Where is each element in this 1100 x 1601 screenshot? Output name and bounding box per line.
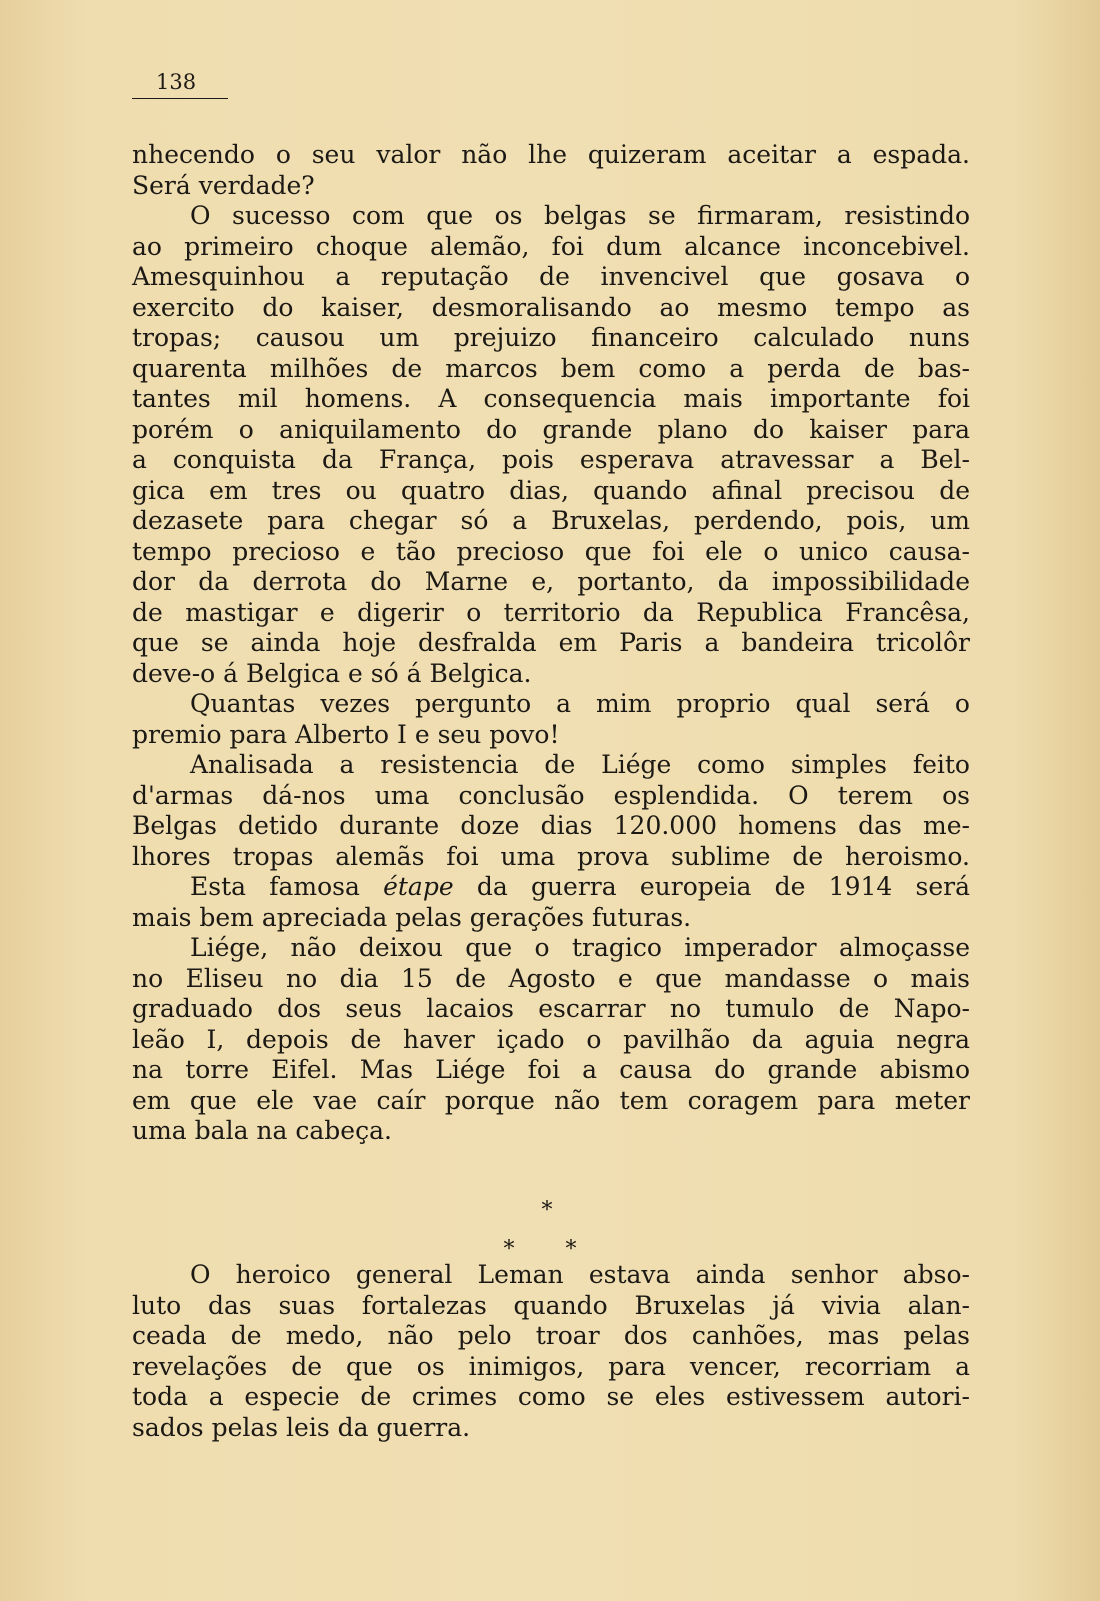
page-number: 138 (132, 70, 228, 99)
text-line: a conquista da França, pois esperava atravessar a Bel- (132, 445, 970, 474)
section-separator-top: * (541, 1198, 553, 1223)
text-line: gica em tres ou quatro dias, quando afinal precisou de (132, 475, 970, 505)
text-line: nhecendo o seu valor não lhe quizeram aceitar a espada. (132, 140, 970, 169)
text-line: tantes mil homens. A consequencia mais importante foi (132, 384, 970, 413)
text-line: toda a especie de crimes como se eles estivessem autori- (132, 1382, 970, 1411)
text-line: Amesquinhou a reputação de invencivel que gosava o (132, 262, 970, 291)
text-line: Liége, não deixou que o tragico imperador almoçasse (190, 933, 970, 962)
main-text-section-2 (132, 1260, 970, 1443)
text-line: tempo precioso e tão precioso que foi ele o unico causa- (132, 536, 970, 566)
text-line: tropas; causou um prejuizo financeiro calculado nuns (132, 323, 970, 352)
italic-word: étape (383, 872, 454, 901)
text-line: Quantas vezes pergunto a mim proprio qual será o (190, 689, 970, 718)
section-separator-bottom: * * (503, 1237, 599, 1262)
text-line: exercito do kaiser, desmoralisando ao mesmo tempo as (132, 292, 970, 322)
text-line: revelações de que os inimigos, para vencer, recorriam a (132, 1351, 970, 1381)
main-text-section-1 (132, 140, 970, 1147)
text-line: O sucesso com que os belgas se firmaram, resistindo (190, 201, 970, 230)
text-line: quarenta milhões de marcos bem como a perda de bas- (132, 353, 970, 383)
text-line: de mastigar e digerir o territorio da Republica Francêsa, (132, 597, 970, 627)
text-line: sados pelas leis da guerra. (132, 1412, 471, 1442)
text-line: mais bem apreciada pelas gerações futuras. (132, 902, 692, 932)
text-line: Será verdade? (132, 170, 315, 200)
text-line: uma bala na cabeça. (132, 1116, 392, 1145)
text-line: ceada de medo, não pelo troar dos canhões, mas pelas (132, 1321, 970, 1350)
text-line: d'armas dá-nos uma conclusão esplendida. O terem os (132, 780, 970, 810)
text-segment: da guerra europeia de 1914 será (476, 872, 970, 901)
text-line: na torre Eifel. Mas Liége foi a causa do grande abismo (132, 1055, 970, 1084)
text-line: luto das suas fortalezas quando Bruxelas já vivia alan- (132, 1290, 970, 1320)
text-line: dor da derrota do Marne e, portanto, da impossibilidade (132, 567, 970, 596)
text-line: leão I, depois de haver içado o pavilhão da aguia negra (132, 1024, 970, 1054)
text-line: dezasete para chegar só a Bruxelas, perdendo, pois, um (132, 506, 970, 535)
text-line: no Eliseu no dia 15 de Agosto e que mandasse o mais (132, 963, 970, 993)
text-line: Belgas detido durante doze dias 120.000 homens das me- (132, 811, 970, 840)
text-line: em que ele vae caír porque não tem coragem para meter (132, 1085, 970, 1115)
text-line: lhores tropas alemãs foi uma prova sublime de heroismo. (132, 841, 970, 871)
text-line: O heroico general Leman estava ainda senhor abso- (190, 1260, 970, 1289)
text-line: premio para Alberto I e seu povo! (132, 719, 560, 749)
text-line-mixed (132, 872, 970, 903)
text-line: deve-o á Belgica e só á Belgica. (132, 658, 532, 688)
text-line: Analisada a resistencia de Liége como simples feito (190, 750, 970, 779)
text-line: ao primeiro choque alemão, foi dum alcance inconcebivel. (132, 231, 970, 261)
text-segment: Esta famosa (190, 872, 360, 901)
text-line: que se ainda hoje desfralda em Paris a bandeira tricolôr (132, 628, 970, 657)
text-line: porém o aniquilamento do grande plano do kaiser para (132, 414, 970, 444)
text-line: graduado dos seus lacaios escarrar no tumulo de Napo- (132, 994, 970, 1023)
